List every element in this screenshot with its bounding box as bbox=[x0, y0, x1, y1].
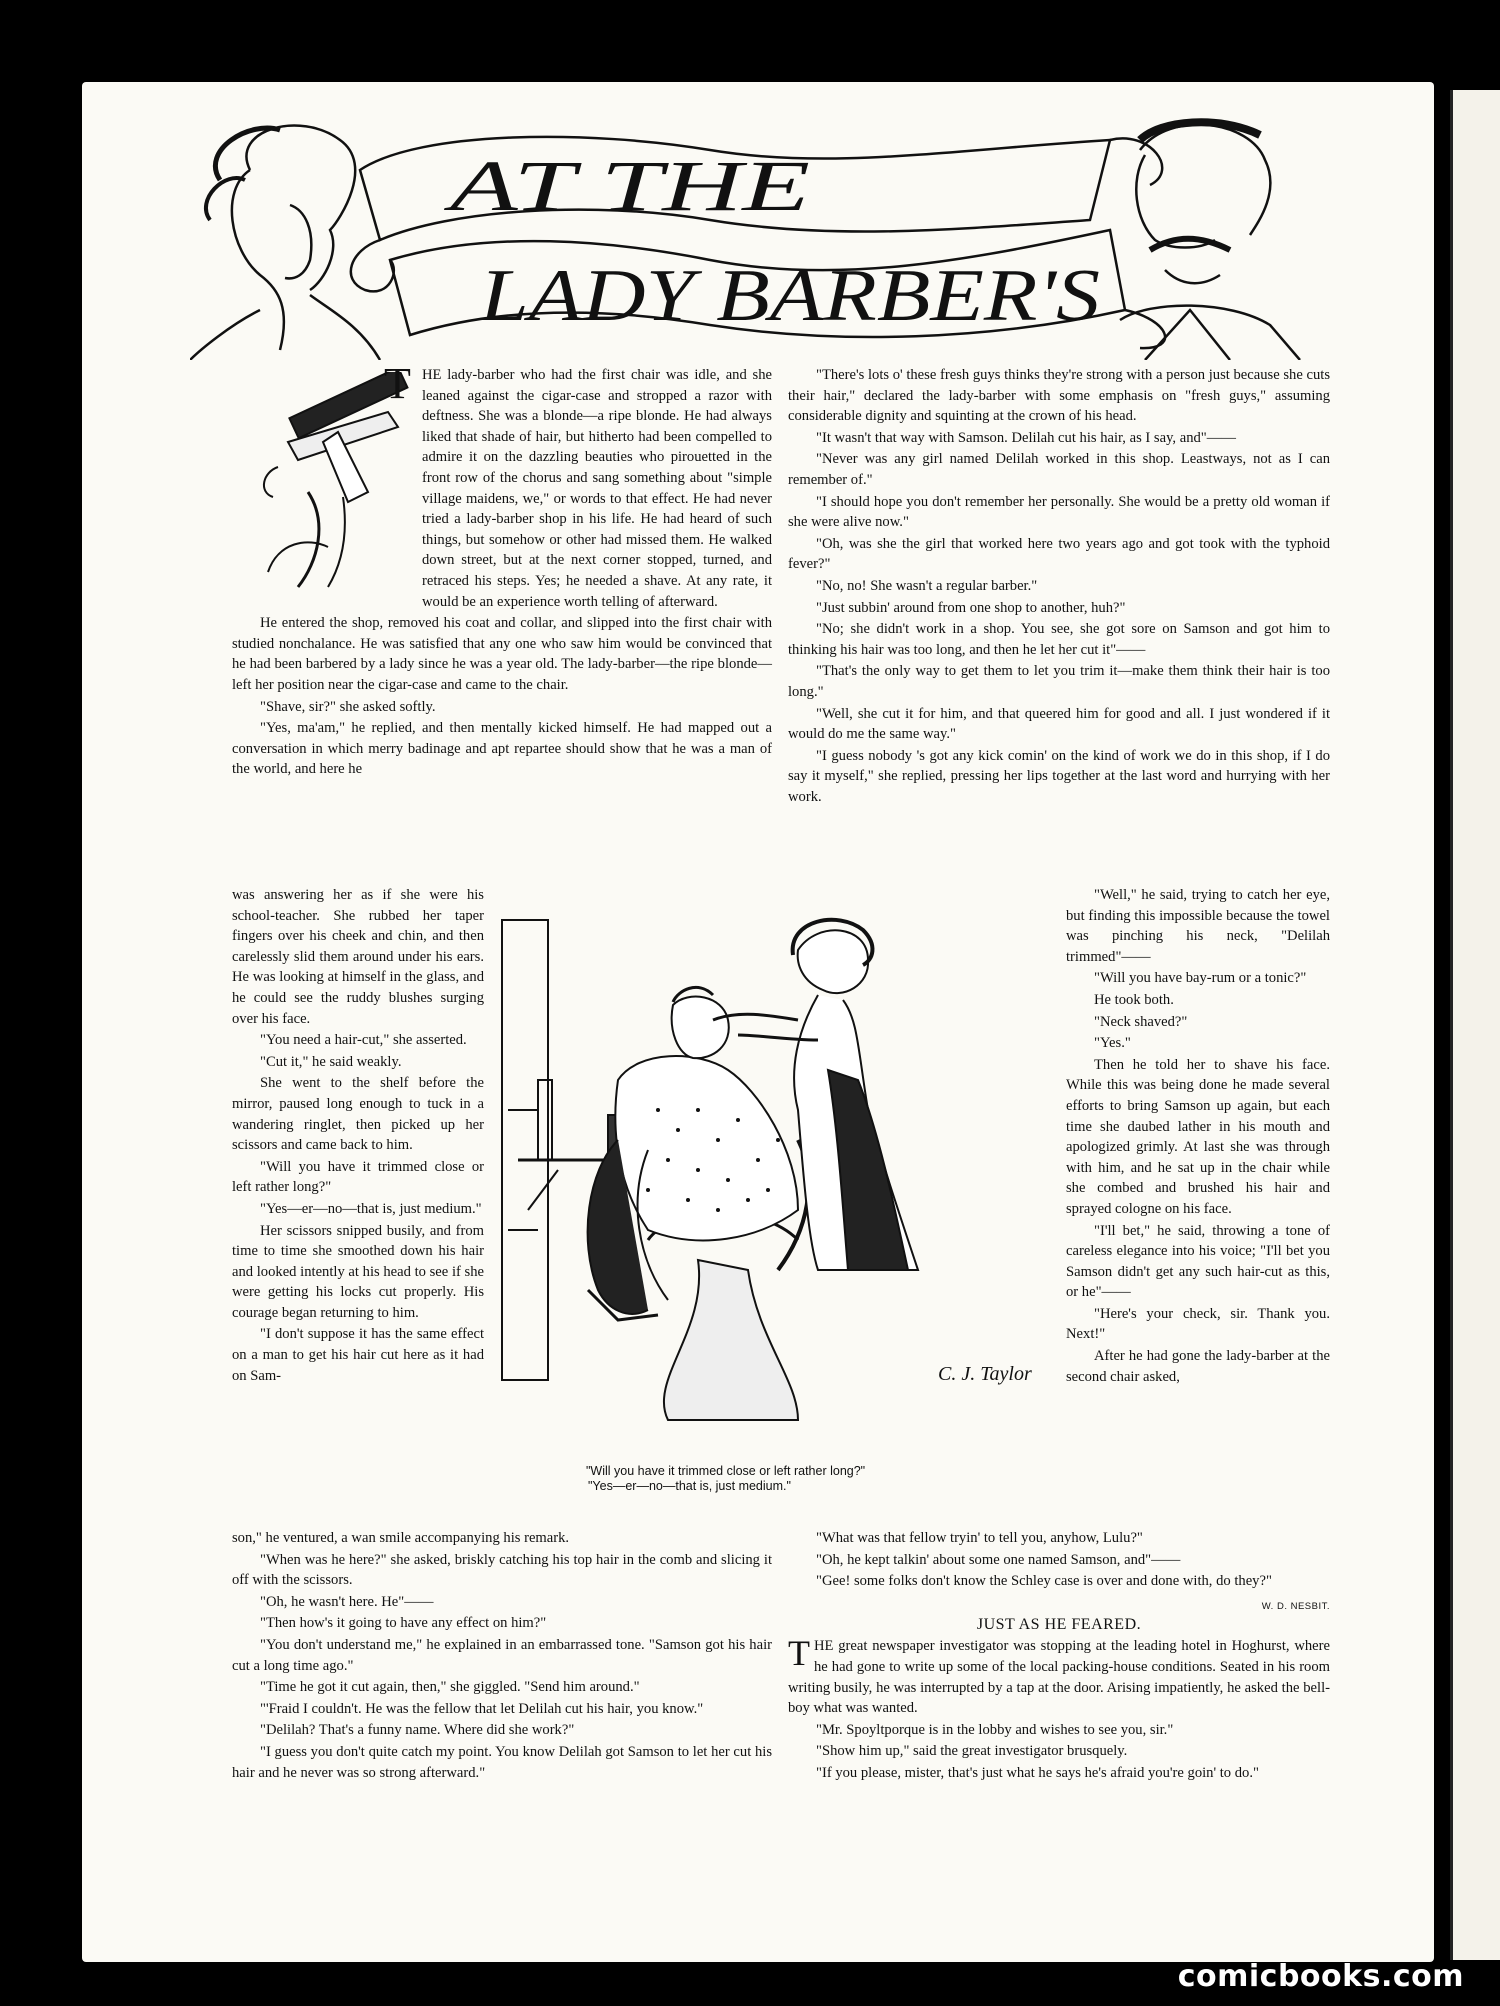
story-paragraph: "Then how's it going to have any effect on him?" bbox=[260, 1615, 547, 1632]
story-paragraph: "Oh, was she the girl that worked here two years ago and got took with the typhoid fever?" bbox=[788, 535, 1330, 573]
left-column-narrow bbox=[232, 885, 484, 1387]
illustration-caption bbox=[586, 1464, 1006, 1494]
drop-cap: T bbox=[788, 1633, 810, 1674]
story-paragraph: After he had gone the lady-barber at the second chair asked, bbox=[1066, 1348, 1330, 1385]
story-paragraph: "Will you have bay-rum or a tonic?" bbox=[1094, 970, 1307, 987]
right-column-narrow bbox=[1066, 885, 1330, 1388]
story-paragraph: was answering her as if she were his school-teacher. She rubbed her taper fingers over his cheek and chin, and then carelessly slid them around under his ears. He was looking at himself in the glass, and he could see the ruddy blushes surging over his face. bbox=[232, 887, 484, 1027]
story-paragraph: "There's lots o' these fresh guys thinks they're strong with a person just because she cuts their hair," declared the lady-barber with some emphasis on "fresh guys," assuming considerable dignity and squinting at the crown of his head. bbox=[788, 367, 1330, 425]
drop-cap-first: T bbox=[384, 359, 411, 408]
right-column-bottom bbox=[788, 1528, 1330, 1785]
caption-line-1: "Will you have it trimmed close or left rather long?" bbox=[586, 1464, 866, 1478]
story-paragraph: "I should hope you don't remember her personally. She would be a pretty old woman if she were alive now." bbox=[788, 493, 1330, 531]
story-paragraph-2: He entered the shop, removed his coat and collar, and slipped into the first chair with studied nonchalance. He was satisfied that any one who saw him would be convinced that he had been barbered by a lady since he was a year old. The lady-barber—the ripe blonde—left her position near the cigar-case and came to the chair. bbox=[232, 615, 772, 693]
story-paragraph: She went to the shelf before the mirror, paused long enough to tuck in a wandering ringlet, then picked up her scissors and came back to him. bbox=[232, 1075, 484, 1154]
story-paragraph-3: "Shave, sir?" she asked softly. bbox=[260, 698, 436, 715]
story-paragraph: "Show him up," said the great investigator brusquely. bbox=[816, 1743, 1128, 1760]
title-line-2: LADY BARBER'S bbox=[478, 255, 1100, 337]
story-paragraph: Then he told her to shave his face. While this was being done he made several efforts to bring Samson up again, but each time she daubed lather in his mouth and apologized grimly. At last she was through with him, and he sat up in the chair while she combed and brushed his hair and sprayed cologne on his face. bbox=[1066, 1056, 1330, 1217]
left-column-top bbox=[232, 365, 772, 781]
story-paragraph: "Here's your check, sir. Thank you. Next!" bbox=[1066, 1305, 1330, 1343]
title-banner bbox=[190, 110, 1320, 360]
story-paragraph: "Just subbin' around from one shop to another, huh?" bbox=[816, 599, 1126, 616]
story-paragraph: "If you please, mister, that's just what he says he's afraid you're goin' to do." bbox=[816, 1764, 1259, 1781]
story-paragraph: "Neck shaved?" bbox=[1094, 1013, 1188, 1030]
right-column-top bbox=[788, 365, 1330, 808]
story-paragraph: "Oh, he wasn't here. He"—— bbox=[260, 1593, 434, 1610]
title-line-1: AT THE bbox=[443, 146, 810, 226]
story-paragraph: "Gee! some folks don't know the Schley case is over and done with, do they?" bbox=[816, 1573, 1272, 1590]
caption-line-2: "Yes—er—no—that is, just medium." bbox=[588, 1479, 791, 1493]
story-paragraph: "No, no! She wasn't a regular barber." bbox=[816, 577, 1038, 594]
left-column-bottom bbox=[232, 1528, 772, 1784]
story-paragraph: "Cut it," he said weakly. bbox=[260, 1053, 402, 1070]
second-story-heading: JUST AS HE FEARED. bbox=[976, 1615, 1142, 1633]
story-paragraph: "'Fraid I couldn't. He was the fellow that let Delilah cut his hair, you know." bbox=[260, 1700, 704, 1717]
story-paragraph: "I guess nobody 's got any kick comin' on the kind of work we do in this shop, if I do say it myself," she replied, pressing her lips together at the last word and hurrying with her work. bbox=[788, 747, 1330, 805]
story-paragraph: "Yes." bbox=[1094, 1035, 1131, 1052]
story-paragraph-4: "Yes, ma'am," he replied, and then mentally kicked himself. He had mapped out a conversation in which merry badinage and apt repartee should show that he was a man of the world, and here he bbox=[232, 720, 772, 778]
man-portrait bbox=[1120, 122, 1300, 360]
barber-illustration bbox=[498, 910, 1056, 1440]
story-paragraph: "I'll bet," he said, throwing a tone of careless elegance into his voice; "I'll bet you Samson didn't get any such hair-cut as this, or he"—— bbox=[1066, 1222, 1330, 1301]
story-paragraph: "When was he here?" she asked, briskly catching his top hair in the comb and slicing it off with the scissors. bbox=[232, 1551, 772, 1589]
story-paragraph: "I don't suppose it has the same effect on a man to get his hair cut here as it had on Sam- bbox=[232, 1326, 484, 1384]
story-paragraph: "Yes—er—no—that is, just medium." bbox=[260, 1200, 482, 1217]
adjacent-page-edge bbox=[1450, 90, 1500, 1960]
story-paragraph-1: HE lady-barber who had the first chair was idle, and she leaned against the cigar-case and stropped a razor with deftness. She was a blonde—a ripe blonde. He had always liked that shade of hair, but hitherto had been compelled to admire it on the dazzling beauties who pirouetted in the front row of the chorus and sang something about "simple village maidens, we," or words to that effect. He had never tried a lady-barber shop in his life. He had heard of such things, but somehow or other had missed them. He walked down street, but at the next corner stopped, turned, and retraced his steps. Yes; he needed a shave. At any rate, it would be an experience worth telling of afterward. bbox=[422, 367, 772, 610]
story-paragraph: "Mr. Spoyltporque is in the lobby and wishes to see you, sir." bbox=[816, 1721, 1174, 1738]
story-paragraph: He took both. bbox=[1094, 991, 1174, 1008]
woman-portrait bbox=[190, 126, 380, 360]
story-paragraph: "Delilah? That's a funny name. Where did she work?" bbox=[260, 1722, 575, 1739]
author-byline: W. D. NESBIT. bbox=[1261, 1600, 1330, 1609]
story-paragraph: "Oh, he kept talkin' about some one named Samson, and"—— bbox=[816, 1551, 1181, 1568]
story-paragraph: son," he ventured, a wan smile accompanying his remark. bbox=[232, 1530, 570, 1546]
story-paragraph: "Will you have it trimmed close or left rather long?" bbox=[232, 1158, 484, 1196]
story-paragraph: "That's the only way to get them to let you trim it—make them think their hair is too long." bbox=[788, 663, 1330, 700]
story-paragraph: "You need a hair-cut," she asserted. bbox=[260, 1032, 467, 1049]
story-paragraph: "It wasn't that way with Samson. Delilah cut his hair, as I say, and"—— bbox=[816, 429, 1236, 446]
story-paragraph: "Time he got it cut again, then," she giggled. "Send him around." bbox=[260, 1679, 640, 1696]
story-paragraph: "You don't understand me," he explained in an embarrassed tone. "Samson got his hair cut a long time ago." bbox=[232, 1636, 772, 1674]
illustrator-signature: C. J. Taylor bbox=[938, 1363, 1032, 1385]
site-watermark: comicbooks.com bbox=[1177, 1959, 1464, 1994]
story-paragraph: Her scissors snipped busily, and from time to time she smoothed down his hair and looked intently at his head to see if she were getting his locks cut properly. His courage began returning to him. bbox=[232, 1222, 484, 1321]
story-paragraph: "No; she didn't work in a shop. You see, she got sore on Samson and got him to thinking his hair was too long, and then he let her cut it"—— bbox=[788, 621, 1330, 658]
story-paragraph: "Never was any girl named Delilah worked in this shop. Leastways, not as I can remember of." bbox=[788, 451, 1330, 488]
second-story-paragraph-1: THE great newspaper investigator was stopping at the leading hotel in Hoghurst, where he had gone to write up some of the local packing-house conditions. Seated in his room writing busily, he was interrupted by a tap at the door. Arising impatiently, he asked the bell-boy what was wanted. bbox=[788, 1633, 1330, 1717]
story-paragraph: "Well," he said, trying to catch her eye, but finding this impossible because the towel was pinching his neck, "Delilah trimmed"—— bbox=[1066, 887, 1330, 965]
story-paragraph: "Well, she cut it for him, and that queered him for good and all. I just wondered if it would do me the same way." bbox=[788, 705, 1330, 743]
story-paragraph: "What was that fellow tryin' to tell you, anyhow, Lulu?" bbox=[816, 1530, 1143, 1546]
story-paragraph: "I guess you don't quite catch my point. You know Delilah got Samson to let her cut his hair and he never was so strong afterward." bbox=[232, 1743, 772, 1781]
